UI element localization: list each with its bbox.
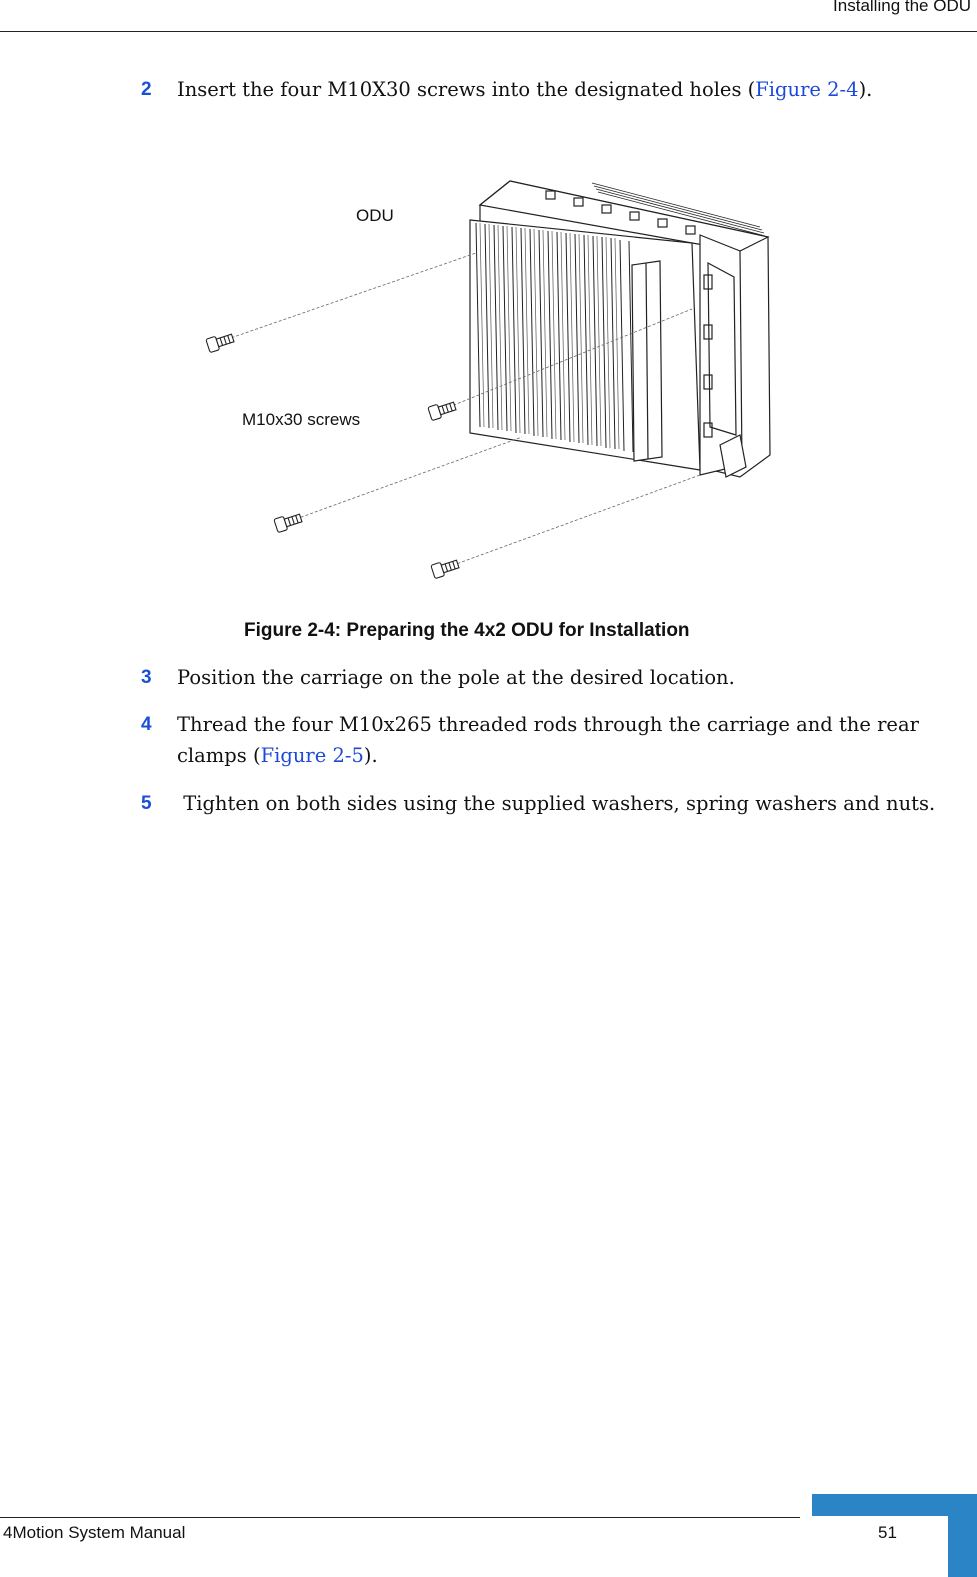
screws-label: M10x30 screws	[242, 410, 361, 429]
odu-installation-figure	[180, 165, 800, 595]
step-number: 4	[141, 714, 152, 735]
step-text: Insert the four M10X30 screws into the designated holes (Figure 2-4).	[177, 78, 873, 101]
figure-caption: Figure 2-4: Preparing the 4x2 ODU for Installation	[244, 620, 690, 641]
step-text: Thread the four M10x265 threaded rods through the carriage and the rear clamps (Figure 2-5).	[177, 713, 919, 767]
running-header: Installing the ODU	[833, 0, 971, 15]
odu-label: ODU	[356, 206, 394, 225]
figure-link[interactable]: Figure 2-5	[260, 744, 364, 767]
step-number: 2	[141, 79, 152, 100]
step-text: Position the carriage on the pole at the desired location.	[177, 666, 735, 689]
footer-rule	[0, 1517, 800, 1518]
step-number: 5	[141, 793, 152, 814]
step-text: Tighten on both sides using the supplied washers, spring washers and nuts.	[177, 792, 936, 815]
step-number: 3	[141, 667, 152, 688]
page-tab-edge	[948, 1494, 977, 1577]
page-number: 51	[878, 1523, 897, 1542]
figure-link[interactable]: Figure 2-4	[755, 78, 859, 101]
footer-manual-title: 4Motion System Manual	[3, 1523, 186, 1542]
header-rule	[0, 31, 977, 32]
